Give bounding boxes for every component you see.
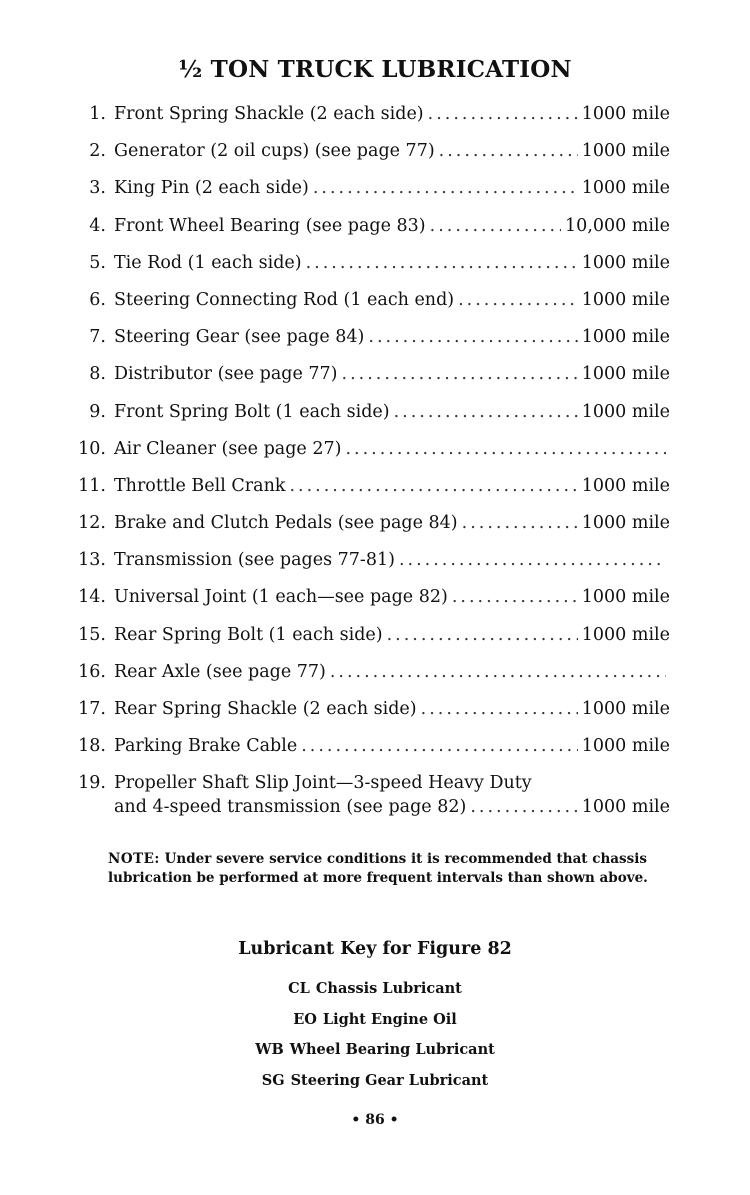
- list-item: [70, 773, 670, 817]
- lubrication-list: [70, 104, 670, 817]
- item-number: 10.: [78, 438, 106, 459]
- dot-leader: [387, 625, 578, 645]
- list-item: [70, 662, 670, 699]
- dot-leader: [313, 178, 578, 198]
- key-code: EO: [293, 1010, 317, 1028]
- item-number: 7.: [89, 327, 106, 348]
- item-interval: 1000 mile: [581, 327, 670, 348]
- lubricant-key-title: Lubricant Key for Figure 82: [238, 939, 512, 959]
- item-name: Front Spring Shackle (2 each side): [114, 104, 424, 124]
- list-item: [70, 476, 670, 513]
- item-interval: 1000 mile: [581, 736, 670, 757]
- note-label: NOTE:: [108, 851, 160, 867]
- note-text: Under severe service conditions it is recommended that chassis lubrication be performed at more frequent intervals than shown above.: [108, 851, 648, 886]
- dot-leader: [470, 797, 577, 817]
- item-interval: 1000 mile: [581, 587, 670, 608]
- item-number: 19.: [78, 773, 106, 794]
- list-item: [70, 587, 670, 624]
- item-number: 13.: [78, 550, 106, 571]
- item-line-2: [114, 797, 670, 817]
- item-name: Distributor (see page 77): [114, 364, 338, 385]
- item-number: 3.: [89, 178, 106, 199]
- page-number: • 86 •: [351, 1112, 399, 1128]
- key-item: [0, 1041, 750, 1072]
- item-name: Transmission (see pages 77-81): [114, 550, 395, 571]
- dot-leader: [289, 476, 577, 496]
- dot-leader: [439, 141, 578, 161]
- item-name: Throttle Bell Crank: [114, 475, 286, 496]
- item-name: Universal Joint (1 each—see page 82): [114, 587, 448, 608]
- list-item: [70, 141, 670, 178]
- item-name: Rear Axle (see page 77): [114, 661, 326, 682]
- item-interval: 1000 mile: [581, 252, 670, 273]
- item-number: 16.: [78, 661, 106, 682]
- list-item: [70, 178, 670, 215]
- item-interval: 1000 mile: [581, 289, 670, 310]
- dot-leader: [452, 587, 578, 607]
- list-item: [70, 253, 670, 290]
- dot-leader: [462, 513, 578, 533]
- dot-leader: [342, 364, 578, 384]
- item-name: Rear Spring Bolt (1 each side): [114, 624, 383, 645]
- key-desc: Chassis Lubricant: [315, 980, 462, 997]
- list-item: [70, 699, 670, 736]
- item-number: 1.: [89, 104, 106, 124]
- item-name: Parking Brake Cable: [114, 736, 298, 757]
- item-number: 9.: [89, 401, 106, 422]
- item-interval: 1000 mile: [581, 475, 670, 496]
- item-interval: 1000 mile: [581, 364, 670, 385]
- page-title: ½ TON TRUCK LUBRICATION: [178, 56, 572, 83]
- item-number: 11.: [78, 475, 106, 496]
- item-name: Rear Spring Shackle (2 each side): [114, 699, 417, 719]
- dot-leader: [428, 104, 578, 124]
- list-item: [70, 327, 670, 364]
- item-name: Air Cleaner (see page 27): [114, 438, 342, 459]
- item-interval: 1000 mile: [581, 624, 670, 645]
- dot-leader: [306, 253, 578, 273]
- item-name: Steering Connecting Rod (1 each end): [114, 289, 455, 310]
- key-code: SG: [261, 1071, 285, 1089]
- dot-leader: [330, 662, 666, 682]
- item-number: 6.: [89, 289, 106, 310]
- dot-leader: [430, 216, 561, 236]
- list-item: [70, 439, 670, 476]
- dot-leader: [458, 290, 578, 310]
- list-item: [70, 513, 670, 550]
- item-name: Generator (2 oil cups) (see page 77): [114, 141, 435, 162]
- item-number: 5.: [89, 252, 106, 273]
- item-name-continued: and 4-speed transmission (see page 82): [114, 797, 467, 818]
- dot-leader: [345, 439, 666, 459]
- item-name: Tie Rod (1 each side): [114, 252, 302, 273]
- item-interval: 1000 mile: [581, 141, 670, 162]
- item-name: Front Spring Bolt (1 each side): [114, 401, 390, 422]
- item-number: 8.: [89, 364, 106, 385]
- key-desc: Steering Gear Lubricant: [290, 1071, 489, 1089]
- dot-leader: [399, 550, 666, 570]
- item-interval: 1000 mile: [581, 699, 670, 719]
- item-number: 14.: [78, 587, 106, 608]
- item-interval: 1000 mile: [581, 104, 670, 124]
- item-name: Brake and Clutch Pedals (see page 84): [114, 513, 458, 534]
- item-line-1: [70, 773, 670, 793]
- list-item: [70, 550, 670, 587]
- list-item: [70, 402, 670, 439]
- list-item: [70, 216, 670, 253]
- lubricant-key-list: [0, 980, 750, 1102]
- list-item: [70, 736, 670, 773]
- list-item: [70, 104, 670, 141]
- note-paragraph: [108, 850, 648, 887]
- key-code: WB: [255, 1041, 284, 1058]
- key-code: CL: [288, 980, 310, 997]
- list-item: [70, 290, 670, 327]
- item-number: 12.: [78, 513, 106, 534]
- item-name: Steering Gear (see page 84): [114, 327, 365, 348]
- item-number: 4.: [89, 215, 106, 236]
- dot-leader: [368, 327, 577, 347]
- item-interval: 1000 mile: [581, 797, 670, 818]
- item-name: Front Wheel Bearing (see page 83): [114, 215, 426, 236]
- key-item: [0, 980, 750, 1011]
- key-item: [0, 1011, 750, 1042]
- item-interval: 1000 mile: [581, 513, 670, 534]
- key-item: [0, 1072, 750, 1103]
- list-item: [70, 625, 670, 662]
- item-interval: 10,000 mile: [565, 215, 670, 236]
- item-interval: 1000 mile: [581, 178, 670, 199]
- item-interval: 1000 mile: [581, 401, 670, 422]
- dot-leader: [301, 736, 578, 756]
- dot-leader: [394, 402, 578, 422]
- list-item: [70, 364, 670, 401]
- dot-leader: [421, 699, 578, 719]
- item-name: King Pin (2 each side): [114, 178, 309, 199]
- item-name: Propeller Shaft Slip Joint—3-speed Heavy Duty: [114, 773, 532, 794]
- item-number: 18.: [78, 736, 106, 757]
- item-number: 2.: [89, 141, 106, 162]
- item-number: 17.: [78, 699, 106, 719]
- key-desc: Light Engine Oil: [322, 1010, 457, 1028]
- key-desc: Wheel Bearing Lubricant: [289, 1041, 495, 1058]
- item-number: 15.: [78, 624, 106, 645]
